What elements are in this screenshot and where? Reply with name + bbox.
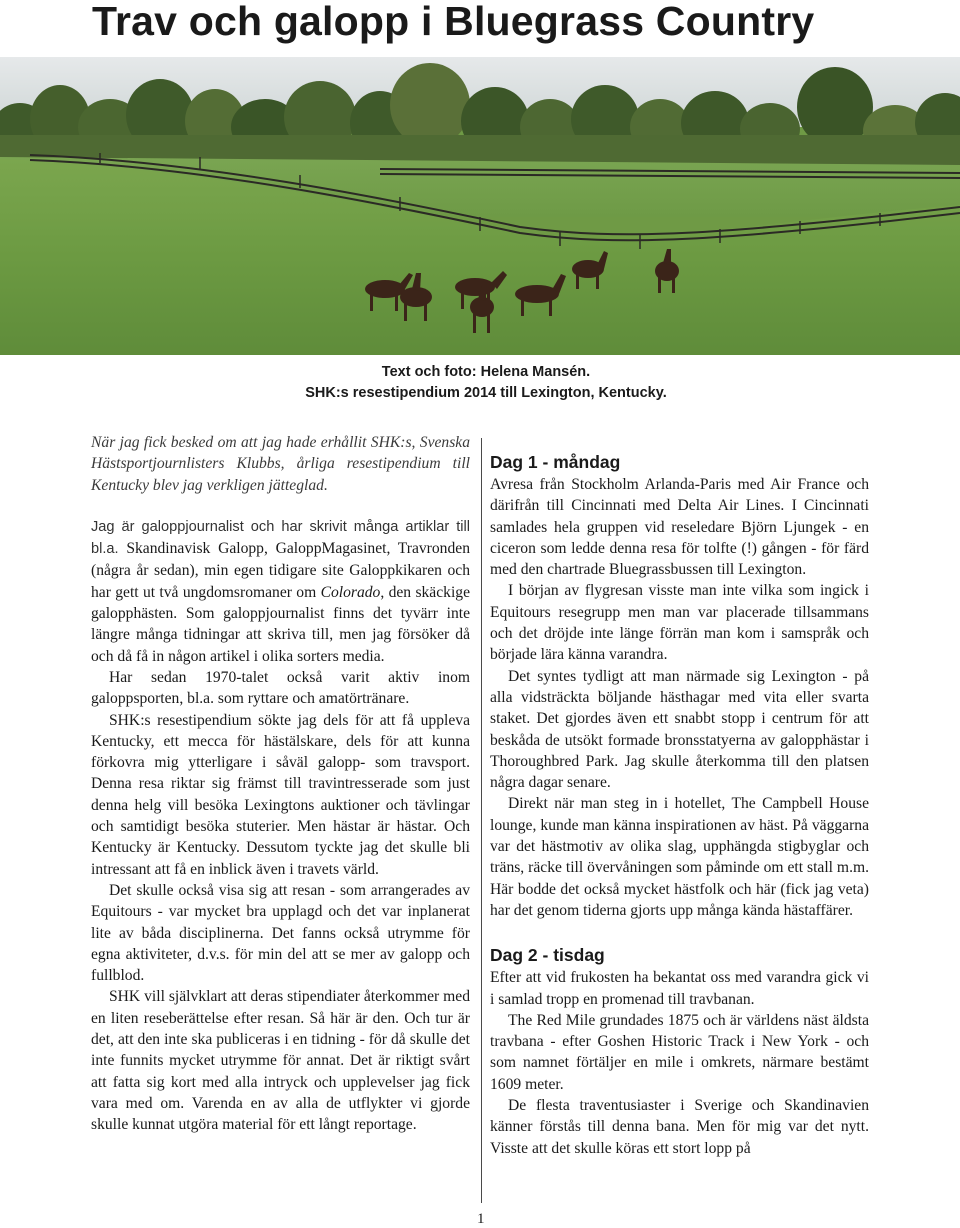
credit-scholarship: SHK:s resestipendium 2014 till Lexington, Kentucky. (305, 385, 667, 401)
horses-photo (0, 57, 960, 355)
day2-heading: Dag 2 - tisdag (490, 945, 605, 966)
body-paragraph (91, 516, 470, 667)
day1-heading: Dag 1 - måndag (490, 452, 621, 472)
body-paragraph: Det skulle också visa sig att resan - som arrangerades av Equitours - var mycket bra upplagd och det var inplanerat lite av båda disciplinerna. Det fanns också utrymme för egna aktiviteter, d.v.s. för min del att se mer av galopp och fullblod. (91, 881, 470, 985)
pasture-illustration (0, 57, 960, 355)
text-run: Skandinavisk Galopp, GaloppMagasinet, Travronden (några år sedan), min egen tidigare site Galoppkikaren och har gett ut två ungdomsromaner om (91, 540, 470, 601)
column-divider (481, 438, 482, 1203)
body-paragraph: I början av flygresan visste man inte vilka som ingick i Equitours resegrupp men man var placerade tillsammans och det dröjde inte länge förrän man kom i samspråk och började lära känna varandra. (490, 582, 869, 664)
article-title: Trav och galopp i Bluegrass Country (92, 0, 815, 44)
body-paragraph: SHK:s resestipendium sökte jag dels för att få uppleva Kentucky, ett mecca för hästälskare, dels för att kunna förkovra mig ytterligare i såväl galopp- som travsport. Denna resa riktar sig främst till travintresserade som just denna helg vill besöka Lexingtons auktioner och tävlingar och samtidigt besöka stuterier. Men hästar är hästar. Och Kentucky är Kentucky. Dessutom tyckte jag det skulle bli intressant att få en inblick även i travets värld. (91, 711, 470, 878)
body-paragraph: Det syntes tydligt att man närmade sig Lexington - på alla vidsträckta böljande hästhagar med vita eller svarta staket. Det gjordes även ett snabbt stopp i centrum för att beskåda de utsökt formade bronsstatyerna av galopphästar i Thoroughbred Park. Jag skulle återkomma till den platsen några dagar senare. (490, 667, 869, 792)
left-column (91, 432, 470, 1136)
body-paragraph: Har sedan 1970-talet också varit aktiv inom galoppsporten, bl.a. som ryttare och amatörtränare. (91, 668, 470, 708)
right-column (490, 450, 869, 1159)
body-paragraph: The Red Mile grundades 1875 och är världens näst äldsta travbana - efter Goshen Historic Track i New York - och som namnet förtäljer en mile i omkrets, närmare bestämt 1609 meter. (490, 1011, 869, 1093)
credit-author: Text och foto: Helena Mansén. (381, 364, 591, 380)
body-paragraph: Avresa från Stockholm Arlanda-Paris med Air France och därifrån till Cincinnati med Delta Air Lines. I Cincinnati samlades hela gruppen vid reseledare Björn Ljungek - en ciceron som ledde denna resa för tolfte (!) gången - för färd med den chartrade Bluegrassbussen till Lexington. (490, 476, 869, 579)
body-paragraph: De flesta traventusiaster i Sverige och Skandinavien känner förstås till denna bana. Men för mig var det nytt. Visste att det skulle köras ett stort lopp på (490, 1097, 869, 1157)
body-paragraph: Direkt när man steg in i hotellet, The Campbell House lounge, kunde man känna inspirationen av häst. På väggarna var det hästmotiv av olika slag, upphängda stigbyglar och träns, räcke till övervåningen som påminde om ett stall m.m. Här bodde det också mycket hästfolk och här (fick jag veta) har det genom tiderna gjorts upp många kända hästaffärer. (490, 795, 869, 919)
intro-paragraph: När jag fick besked om att jag hade erhållit SHK:s, Svenska Hästsportjournlisters Klubbs, årliga resestipendium till Kentucky blev jag verkligen jätteglad. (91, 434, 470, 494)
page-number: 1 (477, 1211, 485, 1227)
book-title: Colorado (320, 583, 381, 601)
photo-credits (0, 362, 960, 404)
sans-run: Jag är galoppjournalist och har skrivit många artiklar till bl.a. (91, 518, 470, 558)
text-run: , den skäckige galopphästen. Som galoppjournalist finns det tyvärr inte längre många tidningar att skriva till, men jag försöker då och då få in någon artikel i olika sorters media. (91, 583, 470, 665)
body-paragraph: SHK vill självklart att deras stipendiater återkommer med en liten reseberättelse efter resan. Så här är den. Och tur är det, att den inte ska publiceras i en tidning - för då skulle det inte funnits mycket utrymme för annat. Det är riktigt svårt att fatta sig kort med alla intryck och upplevelser jag fick vara med om. Varenda en av alla de utflykter vi gjorde skulle kunnat utgöra material för ett långt reportage. (91, 988, 470, 1134)
body-paragraph: Efter att vid frukosten ha bekantat oss med varandra gick vi i samlad tropp en promenad till travbanan. (490, 969, 869, 1008)
